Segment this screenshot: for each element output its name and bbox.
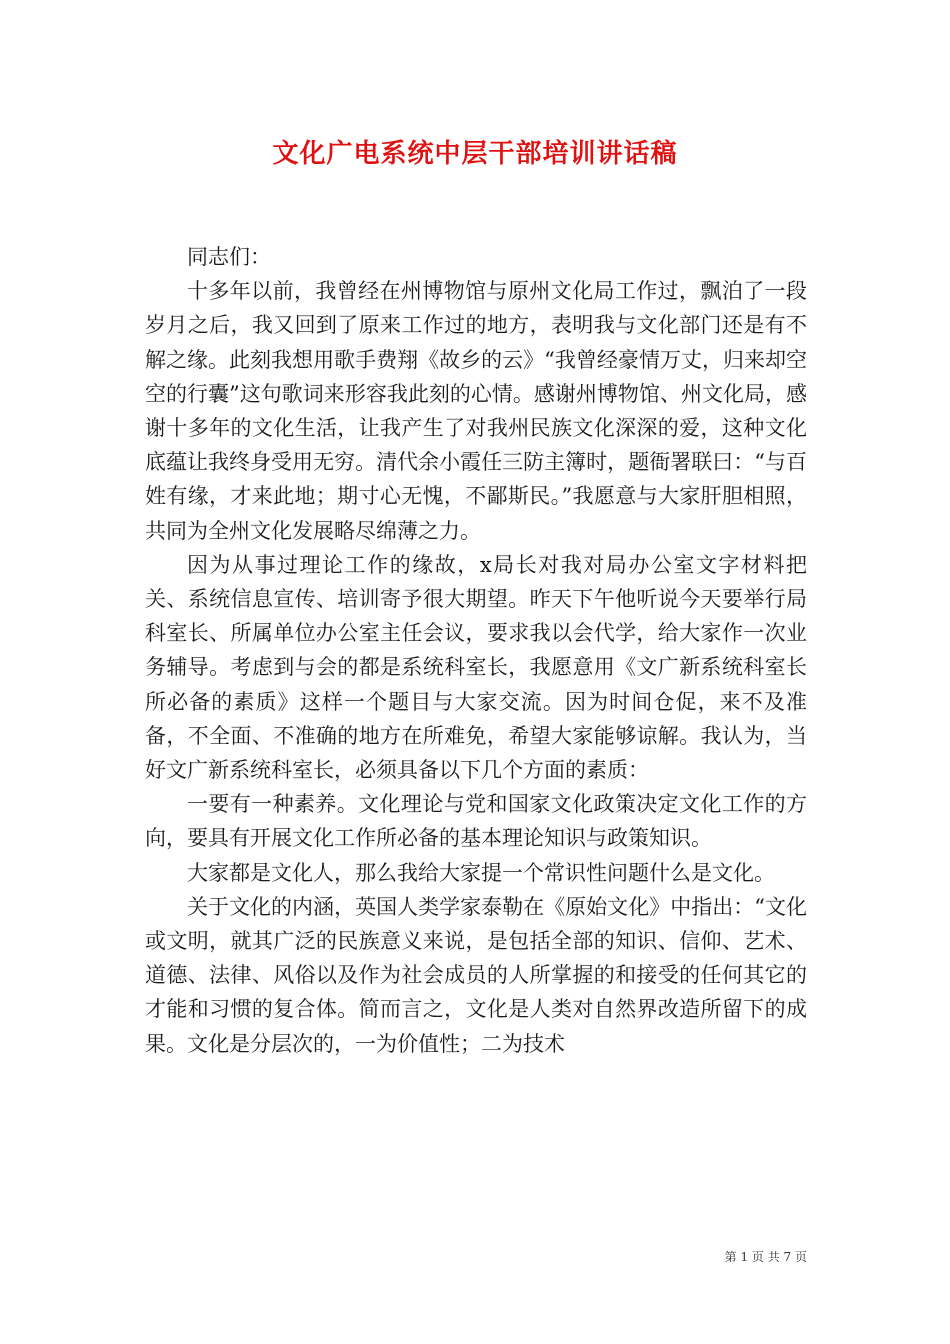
paragraph: 关于文化的内涵，英国人类学家泰勒在《原始文化》中指出：“文化或文明，就其广泛的民族意义来说，是包括全部的知识、信仰、艺术、道德、法律、风俗以及作为社会成员的人所掌握的和接受的任何其它的才能和习惯的复合体。简而言之，文化是人类对自然界改造所留下的成果。文化是分层次的，一为价值性；二为技术 (145, 894, 807, 1056)
document-body (145, 240, 807, 1061)
document-title: 文化广电系统中层干部培训讲话稿 (272, 139, 678, 169)
paragraph: 十多年以前，我曾经在州博物馆与原州文化局工作过，飘泊了一段岁月之后，我又回到了原来工作过的地方，表明我与文化部门还是有不解之缘。此刻我想用歌手费翔《故乡的云》“我曾经豪情万丈，归来却空空的行囊”这句歌词来形容我此刻的心情。感谢州博物馆、州文化局，感谢十多年的文化生活，让我产生了对我州民族文化深深的爱，这种文化底蕴让我终身受用无穷。清代余小霞任三防主簿时，题衙署联曰：“与百姓有缘，才来此地；期寸心无愧，不鄙斯民。”我愿意与大家肝胆相照，共同为全州文化发展略尽绵薄之力。 (145, 279, 807, 543)
page-number-footer: 第 1 页 共 7 页 (724, 1250, 807, 1264)
paragraph: 大家都是文化人，那么我给大家提一个常识性问题什么是文化。 (187, 860, 775, 885)
paragraph: 因为从事过理论工作的缘故，x局长对我对局办公室文字材料把关、系统信息宣传、培训寄予很大期望。昨天下午他听说今天要举行局科室长、所属单位办公室主任会议，要求我以会代学，给大家作一次业务辅导。考虑到与会的都是系统科室长，我愿意用《文广新系统科室长所必备的素质》这样一个题目与大家交流。因为时间仓促，来不及准备，不全面、不准确的地方在所难免，希望大家能够谅解。我认为，当好文广新系统科室长，必须具备以下几个方面的素质： (145, 552, 807, 783)
paragraph: 一要有一种素养。文化理论与党和国家文化政策决定文化工作的方向，要具有开展文化工作所必备的基本理论知识与政策知识。 (145, 792, 807, 851)
greeting: 同志们： (187, 245, 271, 269)
